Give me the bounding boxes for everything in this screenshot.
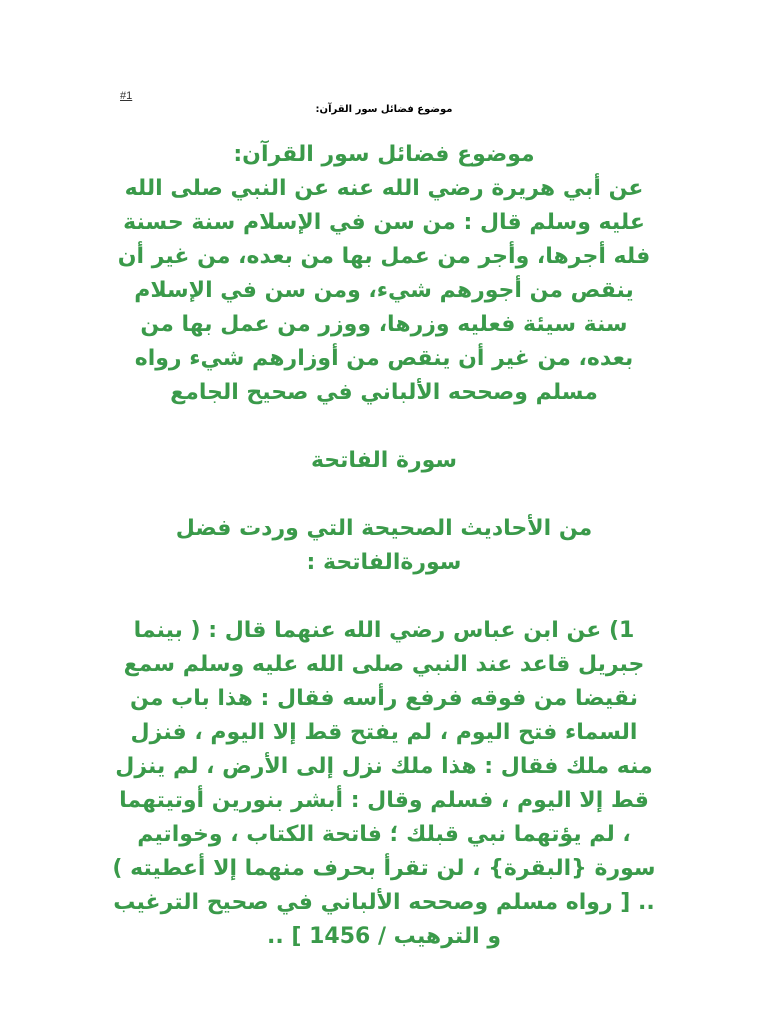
surah-heading: سورة الفاتحة bbox=[310, 448, 458, 473]
spacer bbox=[112, 580, 656, 614]
spacer bbox=[112, 410, 656, 444]
document-header: موضوع فضائل سور القرآن: bbox=[315, 104, 453, 115]
hadith-paragraph-1: 1) عن ابن عباس رضي الله عنهما قال : ( بينما جبريل قاعد عند النبي صلى الله عليه وسلم سمع نقيضا من فوقه فرفع رأسه فقال : هذا باب من السماء فتح اليوم ، لم يفتح قط إلا اليوم ، فنزل منه ملك فقال : هذا ملك نزل إلى الأرض ، لم ينزل قط إلا اليوم ، فسلم وقال : أبشر بنورين أوتيتهما ، لم يؤتهما نبي قبلك ؛ فاتحة الكتاب ، وخواتيم سورة {البقرة} ، لن تقرأ بحرف منهما إلا أعطيته ) .. [ رواه مسلم وصححه الألباني في صحيح الترغيب و الترهيب / 1456 ] .. bbox=[112, 618, 656, 949]
intro-hadith-paragraph: عن أبي هريرة رضي الله عنه عن النبي صلى الله عليه وسلم قال : من سن في الإسلام سنة حسنة فله أجرها، وأجر من عمل بها من بعده، من غير أن ينقص من أجورهم شيء، ومن سن في الإسلام سنة سيئة فعليه وزرها، ووزر من عمل بها من بعده، من غير أن ينقص من أوزارهم شيء رواه مسلم وصححه الألباني في صحيح الجامع bbox=[117, 176, 651, 405]
document-body bbox=[112, 138, 656, 954]
page-title: موضوع فضائل سور القرآن: bbox=[233, 142, 535, 167]
spacer bbox=[112, 478, 656, 512]
page-number-marker: #1 bbox=[120, 90, 133, 102]
section-intro: من الأحاديث الصحيحة التي وردت فضل سورةالفاتحة : bbox=[175, 516, 593, 575]
